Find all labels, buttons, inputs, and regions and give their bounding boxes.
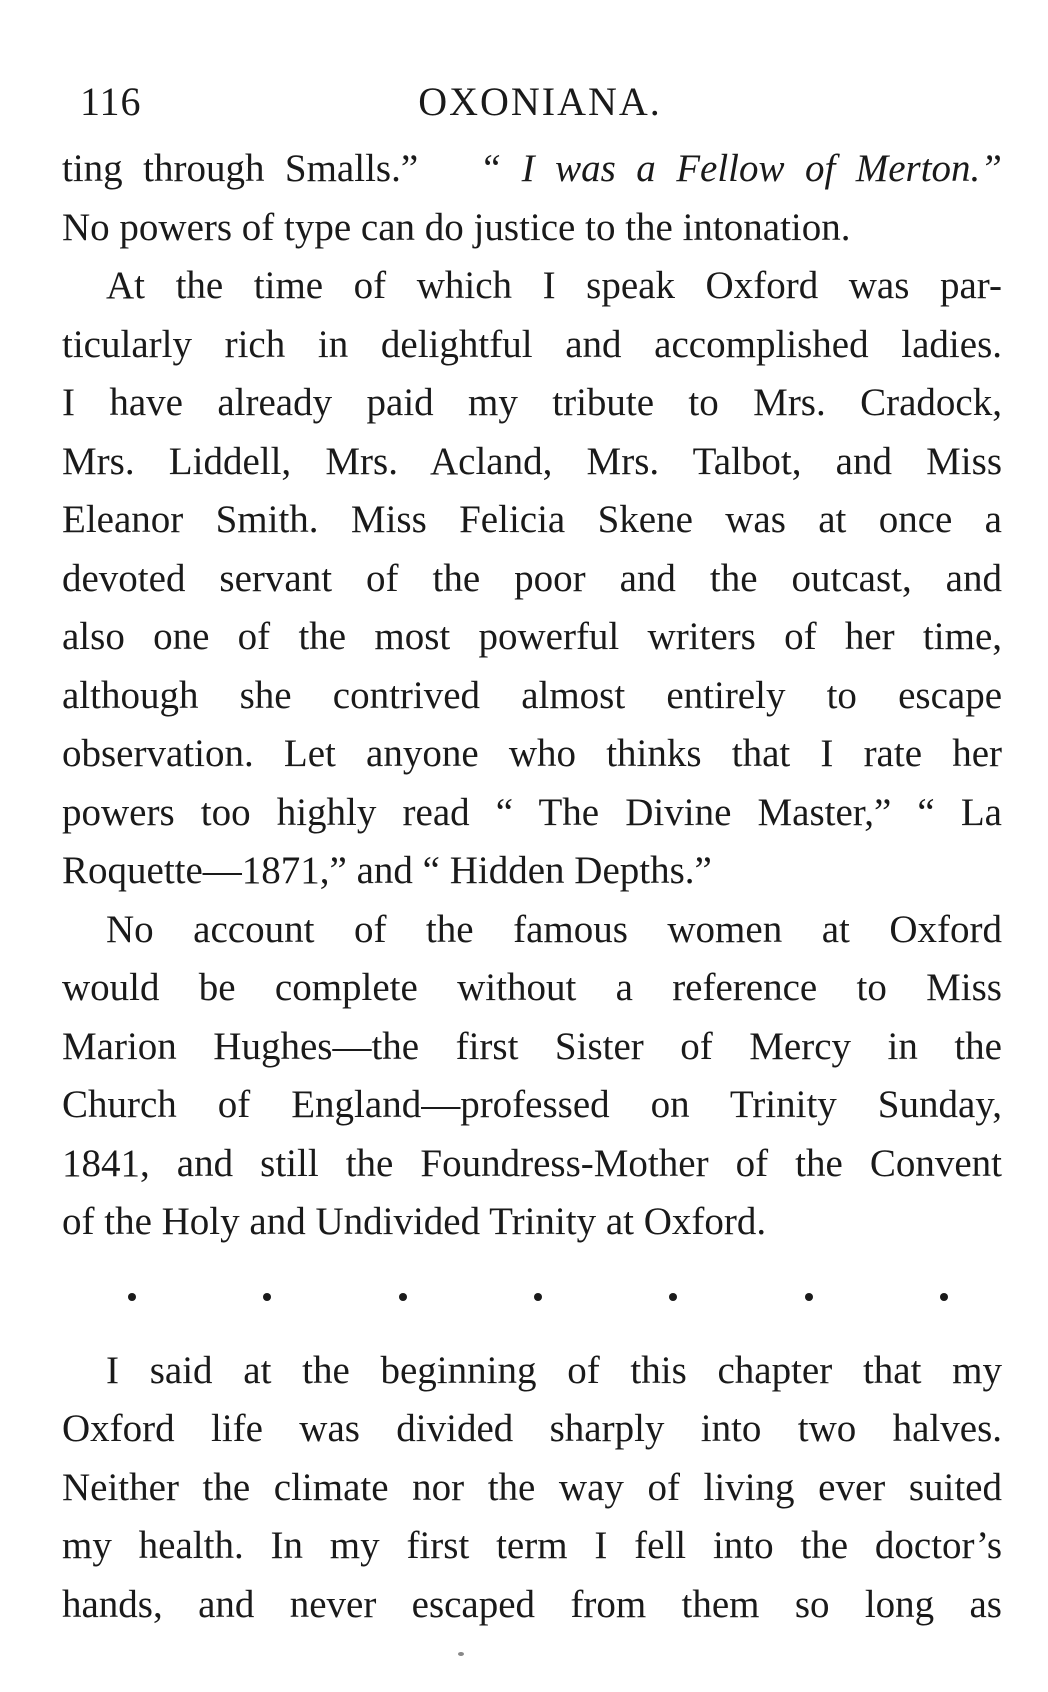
text-line: observation. Let anyone who thinks that I rate her bbox=[62, 732, 1002, 775]
text-line: ticularly rich in delightful and accomplished ladies. bbox=[62, 322, 1002, 366]
text-line: Roquette—1871,” and “ Hidden Depths.” bbox=[62, 849, 712, 892]
text-line: Church of England—professed on Trinity Sunday, bbox=[62, 1083, 1002, 1126]
text-line: At the time of which I speak Oxford was par- bbox=[106, 264, 1002, 307]
text-line: devoted servant of the poor and the outcast, and bbox=[62, 556, 1002, 600]
text-line: would be complete without a reference to Miss bbox=[62, 966, 1002, 1009]
text-line: my health. In my first term I fell into the doctor’s bbox=[62, 1524, 1002, 1567]
text-line: No account of the famous women at Oxford bbox=[106, 907, 1002, 951]
print-speck bbox=[458, 1652, 464, 1656]
text-line: also one of the most powerful writers of her time, bbox=[62, 615, 1002, 658]
text-line: I said at the beginning of this chapter that my bbox=[106, 1348, 1002, 1392]
text-line: 1841, and still the Foundress-Mother of the Convent bbox=[62, 1141, 1002, 1185]
text-line: Marion Hughes—the first Sister of Mercy in the bbox=[62, 1024, 1002, 1068]
ellipsis-dot bbox=[805, 1293, 813, 1301]
text-line: Mrs. Liddell, Mrs. Acland, Mrs. Talbot, and Miss bbox=[62, 439, 1002, 483]
ellipsis-dot bbox=[534, 1293, 542, 1301]
section-break bbox=[128, 1282, 948, 1312]
text-line: although she contrived almost entirely to escape bbox=[62, 673, 1002, 717]
text-line: hands, and never escaped from them so long as bbox=[62, 1582, 1002, 1626]
ellipsis-dot bbox=[940, 1293, 948, 1301]
page-body bbox=[62, 140, 1002, 1634]
text-line: powers too highly read “ The Divine Master,” “ La bbox=[62, 790, 1002, 834]
ellipsis-dot bbox=[669, 1293, 677, 1301]
text-line: No powers of type can do justice to the intonation. bbox=[62, 205, 851, 249]
ellipsis-dot bbox=[128, 1293, 136, 1301]
page-number: 116 bbox=[80, 79, 142, 124]
page-header bbox=[80, 72, 1000, 132]
running-head: OXONIANA. bbox=[418, 79, 662, 124]
text-line: I have already paid my tribute to Mrs. Cradock, bbox=[62, 381, 1002, 424]
italic-quote: “ I was a Fellow of Merton.” bbox=[479, 147, 1002, 190]
text-line: of the Holy and Undivided Trinity at Oxford. bbox=[62, 1200, 767, 1243]
text-line: Neither the climate nor the way of living ever suited bbox=[62, 1465, 1002, 1509]
text-line: Eleanor Smith. Miss Felicia Skene was at once a bbox=[62, 498, 1002, 541]
text-segment: ting through Smalls.” bbox=[62, 147, 419, 190]
ellipsis-dot bbox=[399, 1293, 407, 1301]
text-line bbox=[62, 140, 1002, 199]
ellipsis-dot bbox=[263, 1293, 271, 1301]
text-line: Oxford life was divided sharply into two halves. bbox=[62, 1407, 1002, 1450]
